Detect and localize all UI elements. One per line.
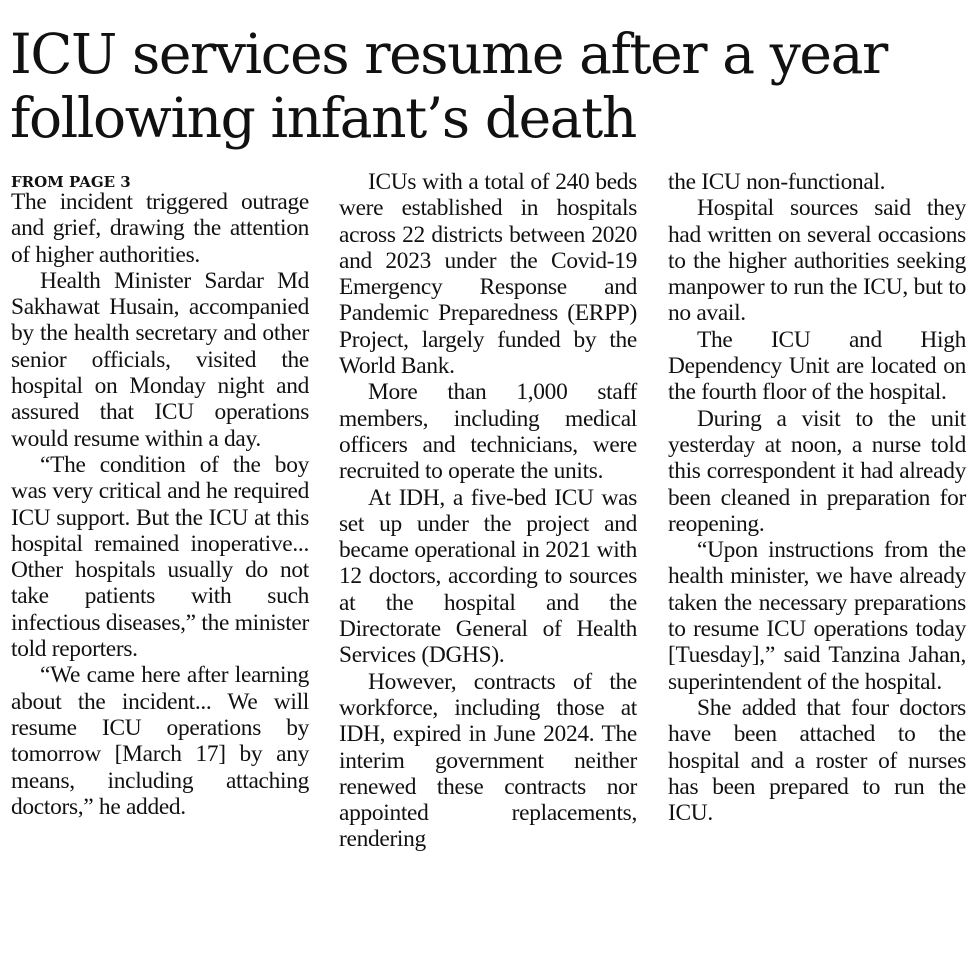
article-column-1 (11, 169, 309, 820)
paragraph: During a visit to the unit yesterday at noon, a nurse told this correspondent it had already been cleaned in preparation for reopening. (668, 405, 966, 537)
paragraph: “Upon instructions from the health minister, we have already taken the necessary preparations to resume ICU operations today [Tuesday],” said Tanzina Jahan, superintendent of the hospital. (668, 537, 966, 695)
continued-from-label: FROM PAGE 3 (11, 173, 131, 191)
paragraph: The ICU and High Dependency Unit are located on the fourth floor of the hospital. (668, 326, 966, 406)
paragraph: ICUs with a total of 240 beds were established in hospitals across 22 districts between 2020 and 2023 under the Covid-19 Emergency Response and Pandemic Preparedness (ERPP) Project, largely funded by the World Bank. (339, 169, 637, 380)
article-column-2 (339, 169, 637, 853)
article-column-3 (668, 169, 966, 826)
paragraph: More than 1,000 staff members, including medical officers and technicians, were recruited to operate the units. (339, 379, 637, 485)
paragraph: Hospital sources said they had written on several occasions to the higher authorities seeking manpower to run the ICU, but to no avail. (668, 195, 966, 327)
paragraph: “We came here after learning about the incident... We will resume ICU operations by tomorrow [March 17] by any means, including attaching doctors,” he added. (11, 662, 309, 820)
paragraph: the ICU non-functional. (668, 169, 886, 195)
headline: ICU services resume after a year following infant’s death (10, 22, 887, 150)
paragraph: The incident triggered outrage and grief, drawing the attention of higher authorities. (11, 189, 309, 268)
paragraph: At IDH, a five-bed ICU was set up under the project and became operational in 2021 with 12 doctors, according to sources at the hospital and the Directorate General of Health Services (DGHS). (339, 484, 637, 669)
paragraph: “The condition of the boy was very critical and he required ICU support. But the ICU at this hospital remained inoperative... Other hospitals usually do not take patients with such infectious diseases,” the minister told reporters. (11, 451, 309, 663)
paragraph: She added that four doctors have been attached to the hospital and a roster of nurses has been prepared to run the ICU. (668, 694, 966, 827)
paragraph: Health Minister Sardar Md Sakhawat Husain, accompanied by the health secretary and other senior officials, visited the hospital on Monday night and assured that ICU operations would resume within a day. (11, 267, 309, 452)
paragraph: However, contracts of the workforce, including those at IDH, expired in June 2024. The interim government neither renewed these contracts nor appointed replacements, rendering (339, 668, 637, 853)
